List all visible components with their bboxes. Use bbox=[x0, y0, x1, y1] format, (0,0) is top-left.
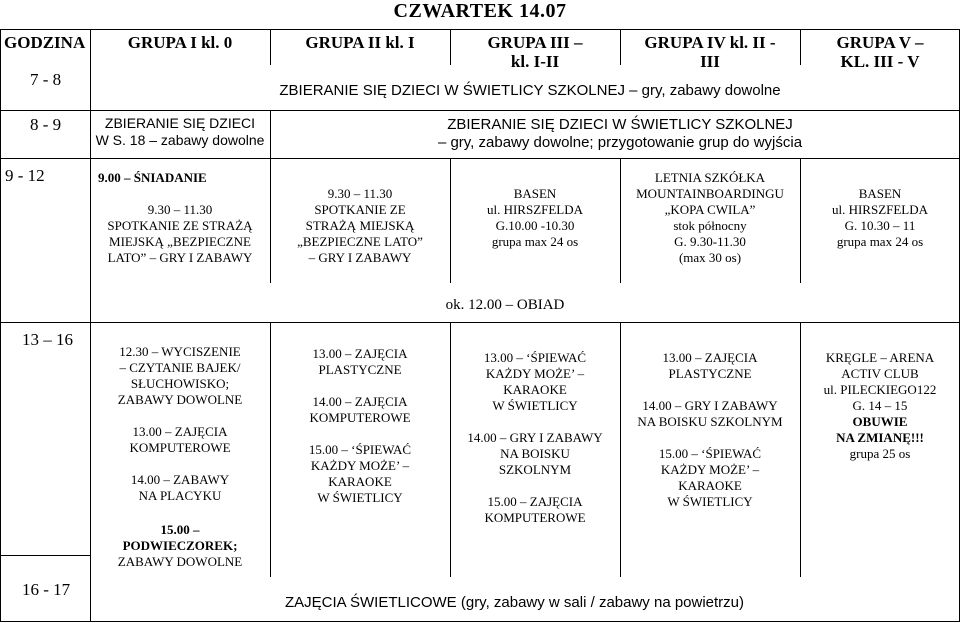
row-9-12-group-2: 9.30 – 11.30 SPOTKANIE ZE STRAŻĄ MIEJSKĄ „BEZPIECZNE LATO” – GRY I ZABAWY bbox=[297, 186, 423, 265]
lunch-label: ok. 12.00 – OBIAD bbox=[445, 297, 565, 313]
row-8-9-other-groups: ZBIERANIE SIĘ DZIECI W ŚWIETLICY SZKOLNEJ – gry, zabawy dowolne; przygotowanie grup do wyjścia bbox=[437, 116, 803, 151]
row-9-12-group-1: 9.30 – 11.30 SPOTKANIE ZE STRAŻĄ MIEJSKĄ „BEZPIECZNE LATO” – GRY I ZABAWY bbox=[107, 202, 253, 265]
row-13-16-group-1: 12.30 – WYCISZENIE – CZYTANIE BAJEK/ SŁUCHOWISKO; ZABAWY DOWOLNE 13.00 – ZAJĘCIA KOMPUTEROWE 14.00 – ZABAWY NA PLACYKU 15.00 – PODWIECZOREK; ZABAWY DOWOLNE bbox=[117, 344, 243, 569]
row-9-12-group-3: BASEN ul. HIRSZFELDA G.10.00 -10.30 grupa max 24 os bbox=[486, 186, 584, 249]
breakfast-label: 9.00 – ŚNIADANIE bbox=[98, 170, 207, 185]
grid-line bbox=[0, 110, 960, 111]
grid-line bbox=[0, 158, 960, 159]
grid-line bbox=[620, 322, 621, 577]
grid-line bbox=[270, 110, 271, 158]
grid-line bbox=[270, 158, 271, 283]
row-13-16-group-2: 13.00 – ZAJĘCIA PLASTYCZNE 14.00 – ZAJĘCIA KOMPUTEROWE 15.00 – ‘ŚPIEWAĆ KAŻDY MOŻE’ – KARAOKE W ŚWIETLICY bbox=[308, 346, 412, 505]
time-13-16: 13 – 16 bbox=[22, 330, 73, 349]
grid-line bbox=[450, 158, 451, 283]
time-7-8: 7 - 8 bbox=[30, 70, 62, 89]
grid-line bbox=[0, 322, 960, 323]
row-9-12-group-4: LETNIA SZKÓŁKA MOUNTAINBOARDINGU „KOPA CWILA” stok północny G. 9.30-11.30 (max 30 os) bbox=[636, 170, 784, 265]
row-9-12-group-5: BASEN ul. HIRSZFELDA G. 10.30 – 11 grupa max 24 os bbox=[831, 186, 929, 249]
grid-line bbox=[800, 322, 801, 577]
grid-line bbox=[270, 322, 271, 577]
time-9-12: 9 - 12 bbox=[5, 166, 45, 185]
header-group-1: GRUPA I kl. 0 bbox=[127, 33, 233, 52]
row-13-16-group-3: 13.00 – ‘ŚPIEWAĆ KAŻDY MOŻE’ – KARAOKE W ŚWIETLICY 14.00 – GRY I ZABAWY NA BOISKU SZKOLNYM 15.00 – ZAJĘCIA KOMPUTEROWE bbox=[467, 350, 603, 525]
header-group-2: GRUPA II kl. I bbox=[305, 33, 415, 52]
grid-line bbox=[800, 158, 801, 283]
row-7-8-activity: ZBIERANIE SIĘ DZIECI W ŚWIETLICY SZKOLNEJ – gry, zabawy dowolne bbox=[279, 82, 781, 99]
time-16-17: 16 - 17 bbox=[22, 580, 71, 599]
row-16-17-activity: ZAJĘCIA ŚWIETLICOWE (gry, zabawy w sali / zabawy na powietrzu) bbox=[285, 594, 745, 611]
grid-line bbox=[90, 29, 91, 622]
grid-line bbox=[0, 29, 960, 30]
row-13-16-group-4: 13.00 – ZAJĘCIA PLASTYCZNE 14.00 – GRY I ZABAWY NA BOISKU SZKOLNYM 15.00 – ‘ŚPIEWAĆ KAŻDY MOŻE’ – KARAOKE W ŚWIETLICY bbox=[637, 350, 783, 509]
grid-line bbox=[0, 621, 960, 622]
header-group-3: GRUPA III – kl. I-II bbox=[487, 33, 583, 71]
page-title: CZWARTEK 14.07 bbox=[393, 0, 567, 22]
row-8-9-group-1: ZBIERANIE SIĘ DZIECI W S. 18 – zabawy dowolne bbox=[95, 115, 265, 148]
header-group-4: GRUPA IV kl. II - III bbox=[644, 33, 776, 71]
grid-line bbox=[0, 555, 90, 556]
grid-line bbox=[450, 322, 451, 577]
time-8-9: 8 - 9 bbox=[30, 115, 62, 134]
header-group-5: GRUPA V – KL. III - V bbox=[836, 33, 924, 71]
grid-line bbox=[0, 29, 1, 622]
grid-line bbox=[620, 158, 621, 283]
row-13-16-group-5: KRĘGLE – ARENA ACTIV CLUB ul. PILECKIEGO122 G. 14 – 15 OBUWIE NA ZMIANĘ!!! grupa 25 os bbox=[823, 350, 937, 461]
header-godzina: GODZINA bbox=[4, 33, 86, 52]
